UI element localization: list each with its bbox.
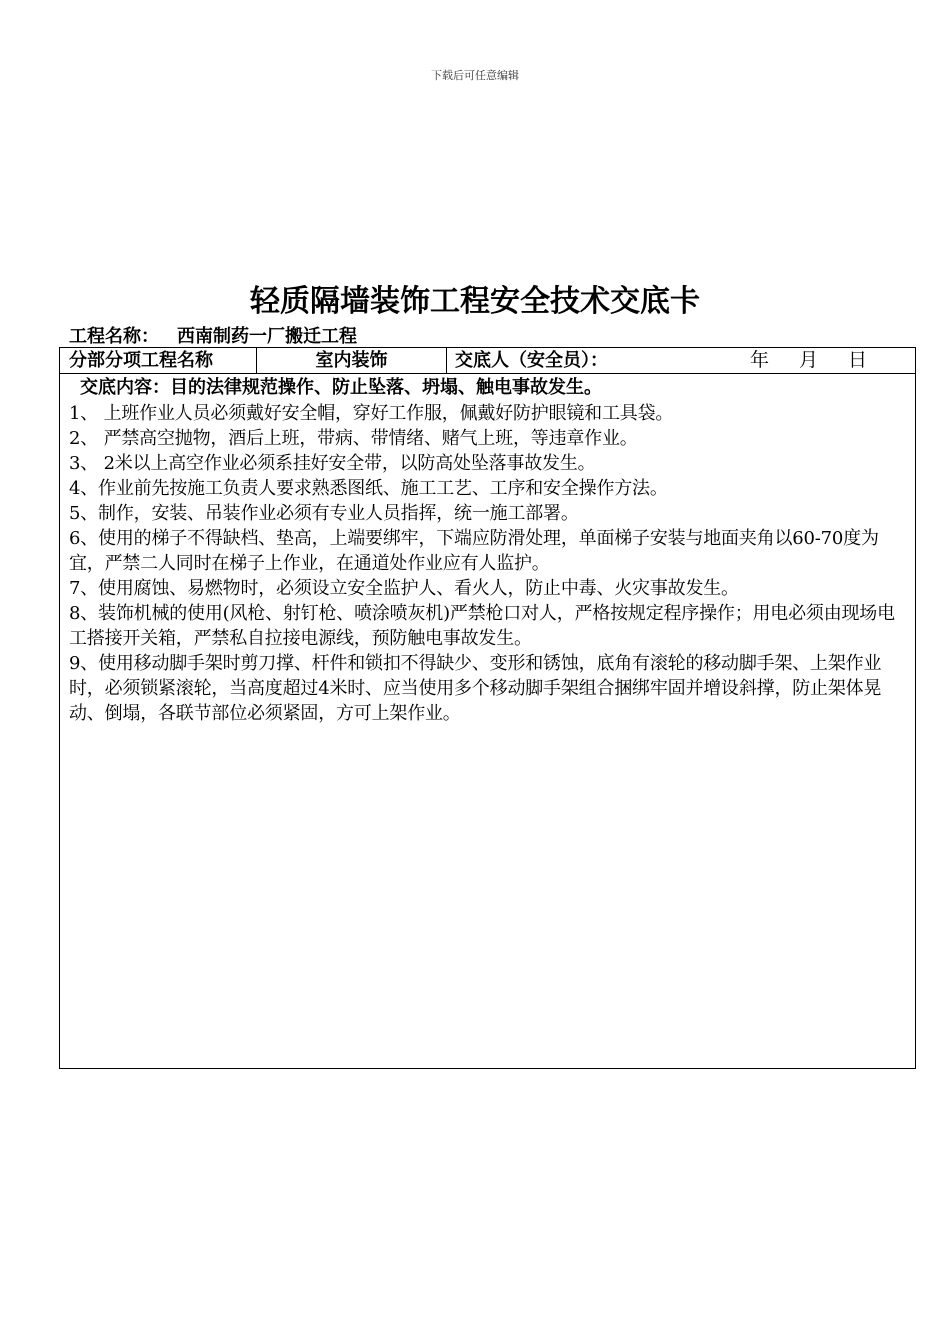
safety-item: 7、使用腐蚀、易燃物时，必须设立安全监护人、看火人，防止中毒、火灾事故发生。 [69,578,739,599]
safety-item: 5、制作，安装、吊装作业必须有专业人员指挥，统一施工部署。 [69,503,579,524]
safety-item: 9、使用移动脚手架时剪刀撑、杆件和锁扣不得缺少、变形和锈蚀，底角有滚轮的移动脚手架、上架作业时，必须锁紧滚轮，当高度超过4米时、应当使用多个移动脚手架组合捆绑牢固并增设斜撑，防止架体晃动、倒塌，各联节部位必须紧固，方可上架作业。 [69,653,882,724]
date-fields [750,348,910,373]
safety-item: 3、 2米以上高空作业必须系挂好安全带，以防高处坠落事故发生。 [69,453,596,474]
safety-item-list [69,401,911,726]
subproject-row [60,348,915,374]
safety-item: 4、作业前先按施工负责人要求熟悉图纸、施工工艺、工序和安全操作方法。 [69,478,668,499]
project-name-value: 西南制药一厂搬迁工程 [177,326,357,347]
content-intro: 交底内容：目的法律规范操作、防止坠落、坍塌、触电事故发生。 [80,377,602,398]
safety-item: 6、使用的梯子不得缺档、垫高，上端要绑牢，下端应防滑处理，单面梯子安装与地面夹角以60-70度为宜，严禁二人同时在梯子上作业，在通道处作业应有人监护。 [69,528,879,574]
safety-item: 8、装饰机械的使用(风枪、射钉枪、喷涂喷灰机)严禁枪口对人，严格按规定程序操作；用电必须由现场电工搭接开关箱，严禁私自拉接电源线，预防触电事故发生。 [69,603,895,649]
discloser-label: 交底人（安全员）： [455,350,608,371]
date-month: 月 [799,349,819,371]
header-note: 下载后可任意编辑 [431,69,519,82]
section-name-value: 室内装饰 [257,348,447,373]
project-name-row [69,322,357,348]
safety-item: 2、 严禁高空抛物，酒后上班，带病、带情绪、赌气上班，等违章作业。 [69,428,638,449]
date-year: 年 [750,349,770,371]
project-name-label: 工程名称： [69,326,159,347]
disclosure-content [69,376,911,726]
document-title: 轻质隔墙装饰工程安全技术交底卡 [250,284,700,319]
section-name-label: 分部分项工程名称 [60,348,257,373]
safety-item: 1、 上班作业人员必须戴好安全帽，穿好工作服，佩戴好防护眼镜和工具袋。 [69,403,674,424]
date-day: 日 [848,349,868,371]
disclosure-card [59,347,916,1069]
